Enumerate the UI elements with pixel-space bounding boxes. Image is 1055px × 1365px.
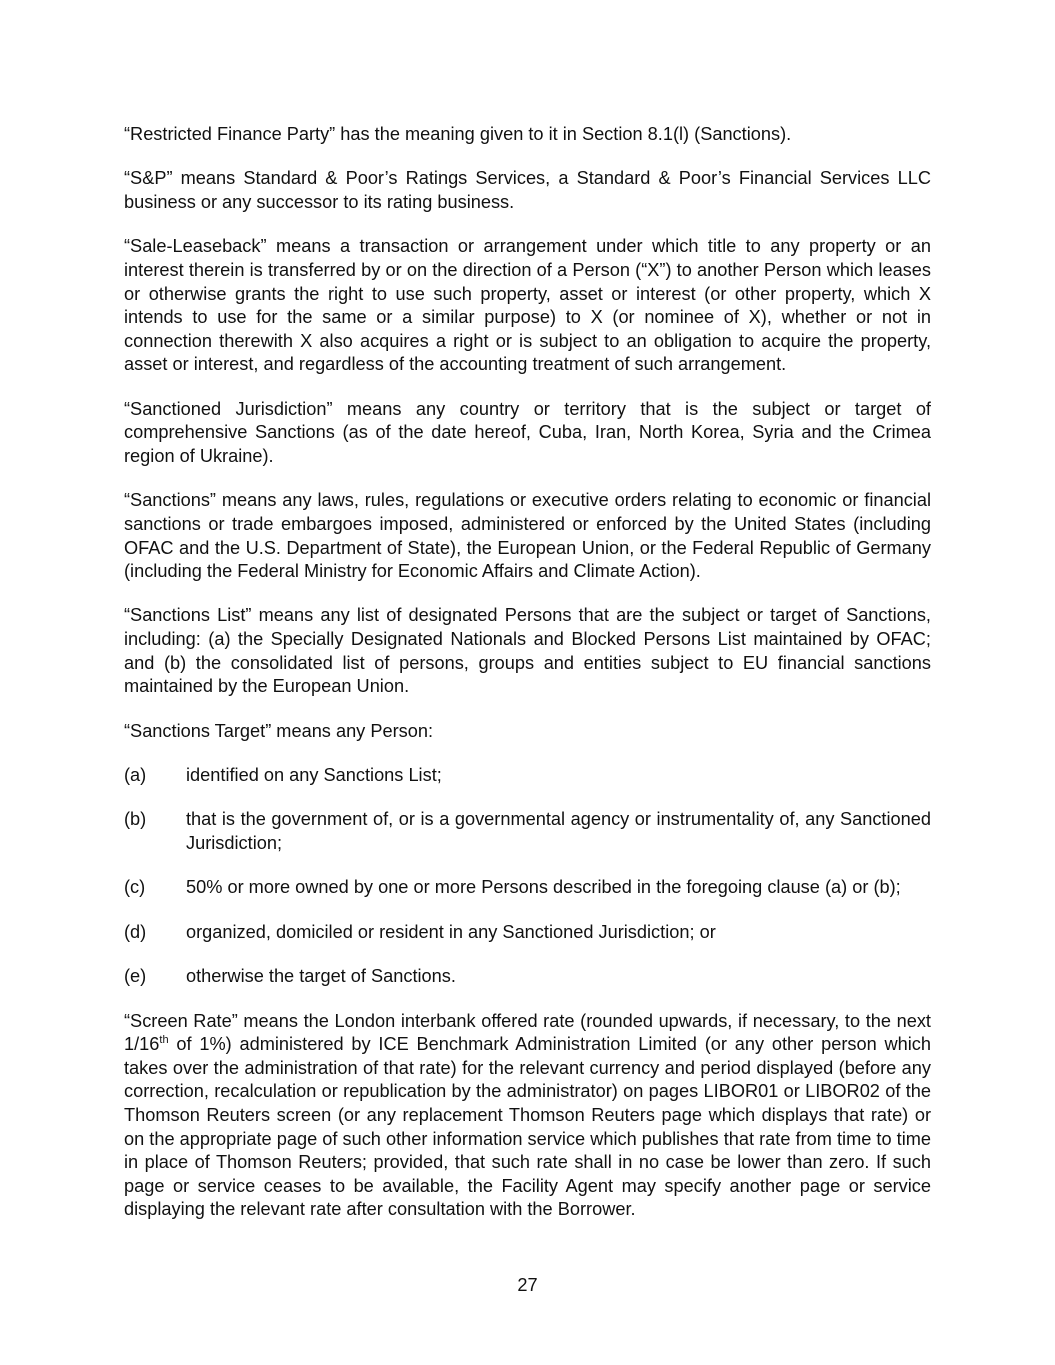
definition-restricted-finance-party: “Restricted Finance Party” has the meaning given to it in Section 8.1(l) (Sanctions). [124,124,792,144]
screen-rate-text-part2: of 1%) administered by ICE Benchmark Administration Limited (or any other person which takes over the administration of that rate) for the relevant currency and period displayed (before any correction, recalculation or republication by the administrator) on pages LIBOR01 or LIBOR02 of the Thomson Reuters screen (or any replacement Thomson Reuters page which displays that rate) or on the appropriate page of such other information service which publishes that rate from time to time in place of Thomson Reuters; provided, that such rate shall in no case be lower than zero. If such page or service ceases to be available, the Facility Agent may specify another page or service displaying the relevant rate after consultation with the Borrower. [124,1034,931,1220]
list-item-text: organized, domiciled or resident in any Sanctioned Jurisdiction; or [186,921,716,942]
list-item [124,808,931,855]
list-item-label: (e) [124,966,147,987]
list-item-label: (c) [124,877,146,898]
list-item-text: otherwise the target of Sanctions. [186,966,456,987]
list-item-text: identified on any Sanctions List; [186,765,442,786]
list-item-label: (d) [124,921,147,942]
definition-sanctioned-jurisdiction: “Sanctioned Jurisdiction” means any country or territory that is the subject or target of comprehensive Sanctions (as of the date hereof, Cuba, Iran, North Korea, Syria and the Crimea region of Ukraine). [124,398,931,466]
list-item [124,764,931,788]
definition-s-and-p: “S&P” means Standard & Poor’s Ratings Services, a Standard & Poor’s Financial Services LLC business or any successor to its rating business. [124,168,931,212]
definition-screen-rate [124,1010,931,1222]
definition-sanctions-target: “Sanctions Target” means any Person: [124,720,434,741]
list-item-label: (a) [124,765,147,786]
list-item-label: (b) [124,809,147,830]
screen-rate-text-part1: “Screen Rate” means the London interbank offered rate (rounded upwards, if necessary, to the next 1/16 [124,1010,931,1055]
document-body [124,123,931,1222]
definition-sanctions-list: “Sanctions List” means any list of designated Persons that are the subject or target of Sanctions, including: (a) the Specially Designated Nationals and Blocked Persons List maintained by OFAC; and (b) the consolidated list of persons, groups and entities subject to EU financial sanctions maintained by the European Union. [124,605,931,697]
definition-sanctions: “Sanctions” means any laws, rules, regulations or executive orders relating to economic or financial sanctions or trade embargoes imposed, administered or enforced by the United States (including OFAC and the U.S. Department of State), the European Union, or the Federal Republic of Germany (including the Federal Ministry for Economic Affairs and Climate Action). [124,490,931,582]
list-item-text: that is the government of, or is a governmental agency or instrumentality of, any Sanctioned Jurisdiction; [186,809,931,854]
page-number: 27 [517,1275,538,1295]
definition-sale-leaseback: “Sale-Leaseback” means a transaction or arrangement under which title to any property or an interest therein is transferred by or on the direction of a Person (“X”) to another Person which leases or otherwise grants the right to use such property, asset or interest (or other property, which X intends to use for the same or a similar purpose) to X (or nominee of X), whether or not in connection therewith X also acquires a right or is subject to an obligation to acquire the property, asset or interest, and regardless of the accounting treatment of such arrangement. [124,236,931,375]
list-item [124,921,931,945]
ordinal-superscript: th [159,1034,169,1047]
list-item [124,965,931,989]
list-item-text: 50% or more owned by one or more Persons described in the foregoing clause (a) or (b); [186,877,901,898]
list-item [124,876,931,900]
